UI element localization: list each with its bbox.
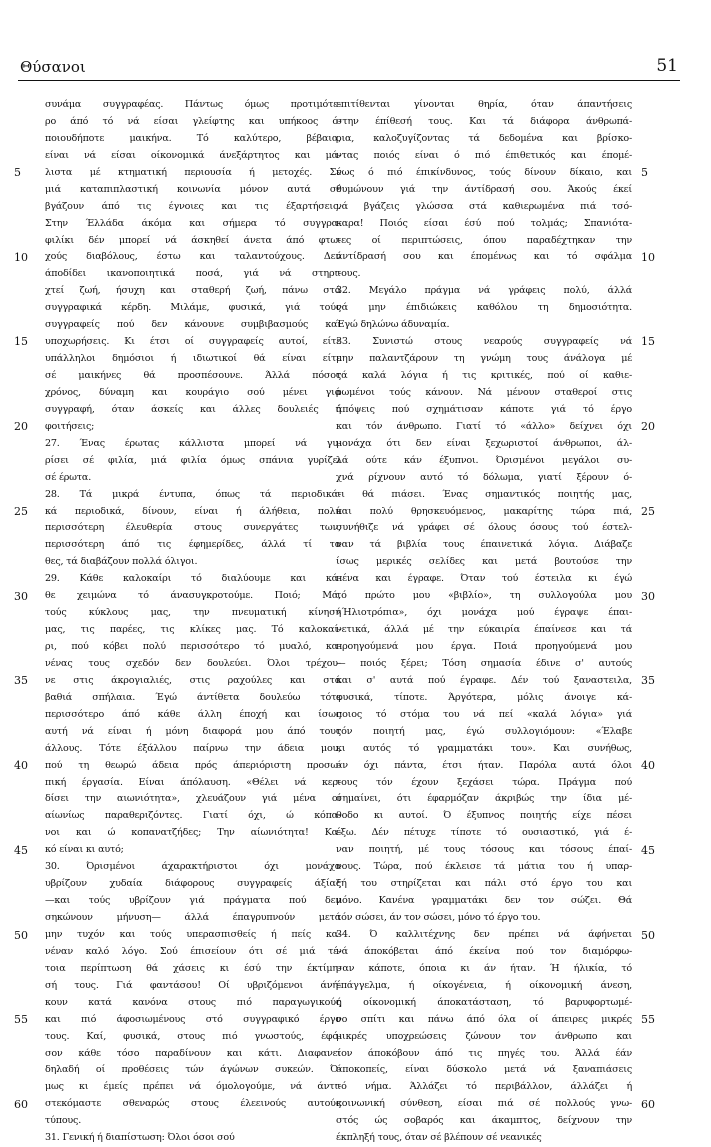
text-line: μην παλαντζάρουν τη γνώμη τους άνάλογα μέ [336, 353, 632, 365]
text-line: μιά καταπιπλαστική κοινωνία μόνον αυτά σέ [45, 183, 341, 195]
text-line: κοινωνική σύνθεση, είσαι πιά σέ πολλούς γνω- [336, 1098, 632, 1110]
text-line: τους. [336, 268, 361, 280]
text-line: νετικά, άλλά μέ την εύκαιρία έπαίνεσε και τά [336, 624, 632, 636]
line-number: 5 [14, 165, 21, 179]
text-line: άντίδρασή σου και έπομένως και τό σφάλμα [336, 251, 632, 263]
line-number: 35 [14, 674, 28, 688]
text-line: και σ' αυτά πού έγραφε. Δέν τού ξαναστειλα, [336, 674, 632, 686]
text-line: — ποιός ξέρει; Τόση σημασία έδινε σ' αυτούς [336, 657, 632, 669]
line-number: 10 [14, 250, 28, 264]
text-line: είναι νά είσαι οίκονομικά άνεξάρτητος και μά- [45, 149, 341, 161]
text-line: 34. Ό καλλιτέχνης δεν πρέπει νά άφήνεται [336, 928, 632, 940]
text-line: τες οί περιπτώσεις, όπου παραδέχτηκαν την [336, 234, 632, 246]
text-line: άποδίδει ικανοποιητικά ποσά, γιά νά στηρι- [45, 268, 341, 280]
line-number: 20 [14, 420, 28, 434]
text-line: λιστα μέ κτηματική περιουσία ή μετοχές. Σέ [45, 166, 341, 178]
text-line: κό είναι κι αυτό; [45, 844, 124, 856]
text-line: άποκοπείς, είναι δύσκολο μετά νά ξαναπιάσεις [336, 1064, 632, 1076]
text-line: στην έπίθεσή τους. Και τά διάφορα άνθρωπά- [336, 115, 632, 127]
text-line: μας, τις παρέες, τις κλίκες μας. Τό καλοκαί- [45, 624, 341, 636]
text-line: Στην Έλλάδα άκόμα και σήμερα τό συγγρα- [45, 217, 341, 229]
text-line: 32. Μεγάλο πράγμα νά γράφεις πολύ, άλλά [336, 285, 632, 297]
text-line: 27. Ένας έρωτας κάλλιστα μπορεί νά γυ- [45, 437, 341, 449]
line-number: 55 [14, 1013, 28, 1027]
line-number: 40 [14, 759, 28, 773]
text-line: πική έργασία. Είναι άπόλαυση. «Θέλει νά κερ- [45, 776, 341, 788]
line-number: 50 [14, 928, 28, 942]
text-line: ξή του στηρίζεται και πάλι στό έργο του και [336, 878, 632, 890]
text-line: λά ούτε κάν έξυπνοι. Όρισμένοι μεγάλοι συ- [336, 454, 632, 466]
text-line: νοι και ώ κοπανατζήδες; Την αίωνιότητα! Κα- [45, 827, 341, 839]
text-line: σέ μαικήνες θά προσπέσουνε. Άλλά πόσος [45, 370, 341, 381]
text-line: νε στις άκρογιαλιές, στις ραχούλες και στά [45, 674, 341, 686]
line-number: 35 [641, 674, 655, 688]
text-line: συγγραφείς πού δεν κάνουνε συμβιβασμούς και [45, 319, 341, 331]
text-line: νένας τους σχεδόν δεν δουλεύει. Όλοι τρέχου- [45, 657, 341, 669]
text-line: υπάλληλοι δημόσιοι ή ιδιωτικοί θά είναι είτε [45, 353, 341, 365]
text-line: μόνο. Κανένα γραμματάκι δεν τον σώζει. Θά [336, 895, 632, 907]
text-line: ρο άπό τό νά είσαι γλείφτης και υπήκοος ό- [45, 115, 341, 127]
text-line: τους τόν έχουν ξεχάσει τώρα. Πράγμα πού [336, 776, 632, 788]
text-line: συνάμα συγγραφέας. Πάντως όμως προτιμότε- [45, 99, 341, 110]
text-line: και πολύ θρησκευόμενος, μακαρίτης τώρα πιά, [336, 505, 632, 517]
right-column [336, 97, 632, 1147]
text-line: καρα! Ποιός είσαι έσύ πού τολμάς; Σπανιότα- [336, 217, 632, 229]
text-line: φιλίκι δέν μπορεί νά άσκηθεί άνετα άπό φτω- [45, 234, 341, 246]
line-number: 20 [641, 420, 655, 434]
text-line: τούς κύκλους μας, την πνευματική κίνησή [45, 607, 341, 619]
line-number: 15 [641, 335, 655, 349]
text-line: τό νήμα. Άλλάζει τό περιβάλλον, άλλάζει ή [336, 1081, 632, 1093]
text-line: σέ έρωτα. [45, 471, 92, 483]
text-line: δηλαδή οί προθέσεις τών άγώνων συκεών. Ό- [45, 1064, 341, 1076]
left-column [45, 97, 341, 1147]
text-line: —και τούς υβρίζουν γιά πράγματα πού δεν [45, 895, 341, 907]
text-line: υβρίζουν χυδαία διάφορους συγγραφείς άξίας [45, 878, 341, 890]
text-line: στεκόμαστε σθεναρώς στους έλεεινούς αυτούς [45, 1098, 341, 1110]
text-line: άλλους. Τότε έξάλλου παίρνω την άδεια μου, [45, 742, 341, 754]
text-line: μην τυχόν και τούς υπερασπισθείς ή πείς κα- [45, 928, 341, 940]
text-line: τά καλά λόγια ή τις κριτικές, πού οί καθιε- [336, 370, 632, 381]
line-number: 30 [641, 589, 655, 603]
text-line: νέναν καλό λόγο. Σού έπισείουν ότι σέ μιά τέ- [45, 945, 341, 957]
text-line: βαθιά σπήλαια. Έγώ άντίθετα δουλεύω τότε [45, 691, 341, 703]
running-head: Θύσανοι [20, 58, 86, 76]
text-line: νο σπίτι και πάνω άπό όλα οί άπειρες μικρές [336, 1013, 632, 1025]
text-line: σημαίνει, ότι έφαρμόζαν άκριβώς την ίδια μέ- [336, 793, 632, 805]
text-line: φοιτήσεις; [45, 420, 95, 432]
text-line: ναν τά βιβλία τους έπαινετικά λόγια. Διάβαζε [336, 539, 632, 551]
text-line: άπόψεις πού σχημάτισαν κάποτε γιά τό έργο [336, 403, 632, 415]
text-line: υποχωρήσεις. Κι έτσι οί συγγραφείς αυτοί, είτε [45, 336, 341, 348]
text-line: σή τους. Γιά φαντάσου! Οί υβριζόμενοι άνή- [45, 979, 341, 991]
text-line: Έγώ δηλώνω άδυναμία. [336, 319, 450, 331]
text-line: ρωμένοι τούς κάνουν. Νά μένουν σταθεροί στις [336, 386, 632, 398]
text-line: προηγούμενά μου έργα. Ποιά προηγούμενά μου [336, 641, 632, 652]
line-number: 5 [641, 165, 648, 179]
line-number: 55 [641, 1013, 655, 1027]
line-number: 60 [641, 1098, 655, 1112]
text-line: τόν ποιητή μας, έγώ συλλογιόμουν: «Έλαβε [336, 725, 632, 737]
text-line: χτεί ζωή, ήσυχη και σταθερή ζωή, πάνω στά [45, 285, 341, 297]
text-line: 33. Συνιστώ στους νεαρούς συγγραφείς νά [336, 336, 632, 348]
text-line: έπάγγελμα, ή οίκογένεια, ή οίκονομική άνεση, [336, 979, 632, 991]
text-line: περισσότερο άπό κάθε άλλη έποχή και ίσως [45, 708, 341, 720]
line-number: 15 [14, 335, 28, 349]
text-line: δίσει την αιωνιότητα», χλευάζουν γιά μένα οί [45, 793, 341, 805]
text-line: ρι, πού κόβει πολύ περισσότερο τό μυαλό, κα- [45, 641, 341, 652]
line-number: 40 [641, 759, 655, 773]
text-line: 29. Κάθε καλοκαίρι τό διαλύουμε και κά- [45, 573, 341, 585]
text-line: αίωνίως παραθεριζόντες. Γιατί όχι, ώ κόπα- [45, 810, 341, 822]
text-line: συνήθιζε νά γράφει σέ όλους όσους τού έστελ- [336, 522, 632, 534]
text-line: πού τη θεωρώ άδεια πρός άπεριόριστη προσω- [45, 759, 341, 771]
line-number: 30 [14, 589, 28, 603]
text-line: ποιος τό στόμα του νά πεί «καλά λόγια» γιά [336, 708, 632, 720]
text-line: «Ήλιοτρόπια», όχι μονάχα μού έγραψε έπαι- [336, 607, 632, 619]
line-number: 50 [641, 928, 655, 942]
text-line: χνά ρίχνουν αυτό τό δόλωμα, γιατί ξέρουν ό- [336, 471, 632, 483]
text-line: σαν κάποτε, όποια κι άν ήταν. Ή ήλικία, τό [336, 962, 632, 974]
text-line: αυτή νά είναι ή μόνη διαφορά μου άπό τους [45, 725, 341, 737]
page-number: 51 [656, 56, 678, 76]
line-number: 60 [14, 1098, 28, 1112]
line-number: 45 [14, 843, 28, 857]
text-line: χούς διαβόλους, έστω και ταλαντούχους. Δεν [45, 251, 341, 263]
text-line: 28. Τά μικρά έντυπα, όπως τά περιοδικά- [45, 488, 341, 500]
text-line: σον κάθε τόσο παραδίνουν και κάτι. Διαφανεί [45, 1047, 341, 1059]
text-line: ρια, καλοζυγίζοντας τά δεδομένα και βρίσκο- [336, 132, 632, 144]
text-line: ποιουδήποτε μαικήνα. Τό καλύτερο, βέβαια, [45, 132, 341, 144]
text-line: και πιό άφοσιωμένους στό συγγραφικό έργο [45, 1013, 341, 1025]
text-line: περισσότερη άπό τις έφημερίδες, άλλά τί τα [45, 539, 341, 551]
text-line: θε χειμώνα τό άνασυγκροτούμε. Ποιό; Μά, [45, 590, 341, 602]
text-line: 31. Γενική ή διαπίστωση: Όλοι όσοι σού [45, 1132, 235, 1144]
text-line: περισσότερη έλευθερία στους συνεργάτες των, [45, 522, 341, 534]
text-line: στός ώς σοβαρός και άκαμπτος, δείχνουν την [336, 1115, 632, 1127]
text-line: θοδο κι αυτοί. Ό έξυπνος ποιητής είχε πέσει [336, 810, 632, 822]
text-line: θες, τά διαβάζουν πολλά όλιγοι. [45, 556, 198, 568]
text-line: θυμώνουν γιά την άντίδρασή σου. Άκούς έκεί [336, 183, 632, 195]
text-line: νά μην έπιδιώκεις καθόλου τη δημοσιότητα. [336, 302, 632, 314]
text-line: φυσικά, τίποτε. Άργότερα, μόλις άνοιγε κά- [336, 691, 632, 703]
text-line: νά άποκόβεται άπό έκείνα πού τον διαμόρφω- [336, 945, 632, 957]
text-line: τοια περίπτωση θά χάσεις κι έσύ την έκτίμη- [45, 962, 341, 974]
text-line: τι θά πιάσει. Ένας σημαντικός ποιητής μας, [336, 488, 632, 500]
line-number: 45 [641, 843, 655, 857]
text-line: επιτίθενται γίνονται θηρία, όταν άπαντήσεις [336, 99, 632, 110]
text-line: σηκώνουν μήνυση— άλλά έπαγρυπνούν μετά [45, 912, 341, 923]
text-line: τό πρώτο μου «βιβλίο», τη συλλογούλα μου [336, 590, 632, 602]
text-line: μως κι έμείς πρέπει νά όμολογούμε, νά άντι- [45, 1081, 341, 1093]
page-header [18, 58, 680, 81]
text-line: μονάχα ότι δεν είναι ξεχωριστοί άνθρωποι, άλ- [336, 437, 632, 449]
text-line: νά βγάζεις γλώσσα στά καθιερωμένα πιά τσό- [336, 200, 632, 212]
text-line: ρίσει σέ φιλία, μιά φιλία όμως σπάνια γυρίζει [45, 454, 341, 466]
line-number: 10 [641, 250, 655, 264]
text-line: νως ό πιό έπικίνδυνος, τούς δίνουν δίκαιο, και [336, 166, 632, 178]
text-line: άν όχι πάντα, έτσι ήταν. Παρόλα αυτά όλοι [336, 759, 632, 771]
text-line: κά περιοδικά, δίνουν, είναι ή άλήθεια, πολύ [45, 505, 341, 517]
text-line: ίσως μερικές σελίδες και μετά βουτούσε την [336, 556, 632, 568]
text-line: νους. Τώρα, πού έκλεισε τά μάτια του ή υπαρ- [336, 861, 632, 873]
text-line: 30. Όρισμένοι άχαρακτήριστοι όχι μονάχα [45, 861, 341, 873]
line-number: 25 [14, 504, 28, 518]
line-number: 25 [641, 504, 655, 518]
text-line: συγγραφικά κέρδη. Μιλάμε, φυσικά, γιά τούς [45, 302, 341, 314]
text-line: τους. Καί, φυσικά, στους πιό γνωστούς, έφό- [45, 1030, 341, 1042]
text-line: έξω. Δέν πέτυχε τίποτε τό ουσιαστικό, γιά έ- [336, 827, 632, 839]
text-line: έκπληξή τους, όταν σέ βλέπουν σέ νεανικές [336, 1132, 542, 1144]
text-line: ναν ποιητή, μέ τους τόσους και τόσους έπαί- [336, 844, 632, 856]
text-line: τόν σώσει, άν τον σώσει, μόνο τό έργο του. [336, 912, 541, 923]
text-line: συγγραφή, όταν άσκείς και άλλες δουλειές ή [45, 403, 341, 415]
text-line: πένα και έγραφε. Όταν τού έστειλα κι έγώ [336, 573, 632, 585]
text-line: βγάζουν άπό τις έγνοιες και τις έξαρτήσεις. [45, 200, 341, 212]
text-line: τον άποκόβουν άπό τις πηγές του. Άλλά έάν [336, 1047, 632, 1059]
text-line: χρόνος, δύναμη και κουράγιο σού μένει γιά [45, 386, 341, 398]
text-line: κουν κατά κανόνα στους πιό παραγωγικούς [45, 996, 341, 1008]
text-line: τύπους. [45, 1115, 82, 1127]
text-line: και τόν άνθρωπο. Γιατί τό «άλλο» δείχνει όχι [336, 420, 632, 432]
text-line: ή οίκονομική άποκατάσταση, τό βαρυφορτωμέ- [336, 996, 632, 1008]
text-line: κι αυτός τό γραμματάκι του». Και συνήθως, [336, 742, 632, 754]
text-line: ντας ποιός είναι ό πιό έπιθετικός και έπομέ- [336, 149, 632, 161]
text-line: μικρές υποχρεώσεις ζώνουν τον άνθρωπο και [336, 1030, 632, 1042]
